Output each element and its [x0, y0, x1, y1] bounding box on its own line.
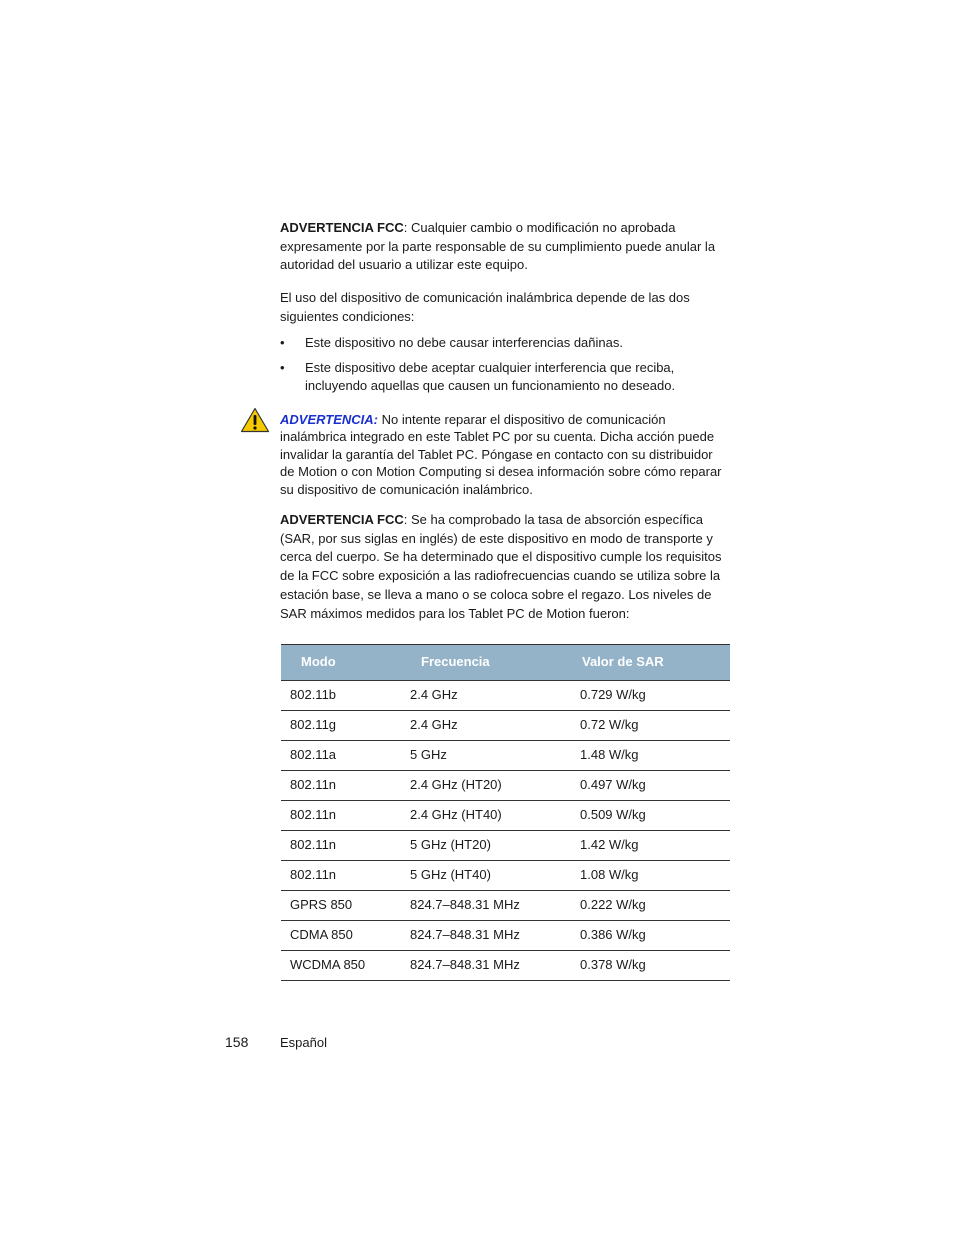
- conditions-list: [280, 334, 730, 402]
- table-row: [281, 711, 730, 741]
- cell-frequency: 2.4 GHz (HT40): [401, 801, 571, 831]
- table-row: [281, 801, 730, 831]
- cell-frequency: 824.7–848.31 MHz: [401, 921, 571, 951]
- header-mode: Modo: [281, 645, 401, 681]
- cell-sar-value: 0.72 W/kg: [571, 711, 730, 741]
- table-row: [281, 951, 730, 981]
- fcc-warning-label: ADVERTENCIA FCC: [280, 220, 404, 235]
- cell-sar-value: 0.729 W/kg: [571, 681, 730, 711]
- cell-sar-value: 0.222 W/kg: [571, 891, 730, 921]
- caution-text: No intente reparar el dispositivo de comunicación inalámbrica integrado en este Tablet PC por su cuenta. Dicha acción puede invalidar la garantía del Tablet PC. Póngase en contacto con su distribuidor de Motion o con Motion Computing si desea información sobre cómo reparar su dispositivo de comunicación inalámbrico.: [280, 412, 722, 497]
- cell-frequency: 5 GHz (HT40): [401, 861, 571, 891]
- cell-sar-value: 0.509 W/kg: [571, 801, 730, 831]
- cell-mode: 802.11n: [281, 771, 401, 801]
- list-item: [280, 359, 730, 396]
- cell-mode: CDMA 850: [281, 921, 401, 951]
- cell-mode: 802.11n: [281, 801, 401, 831]
- list-item-text: Este dispositivo debe aceptar cualquier interferencia que reciba, incluyendo aquellas que causen un funcionamiento no deseado.: [305, 359, 676, 394]
- sar-table: [281, 644, 730, 981]
- list-item: [280, 334, 730, 353]
- table-row: [281, 681, 730, 711]
- cell-sar-value: 0.386 W/kg: [571, 921, 730, 951]
- cell-frequency: 2.4 GHz (HT20): [401, 771, 571, 801]
- warning-triangle-icon: [240, 407, 270, 433]
- header-frequency: Frecuencia: [401, 645, 571, 681]
- cell-mode: 802.11n: [281, 831, 401, 861]
- cell-frequency: 5 GHz: [401, 741, 571, 771]
- cell-sar-value: 0.378 W/kg: [571, 951, 730, 981]
- cell-sar-value: 1.08 W/kg: [571, 861, 730, 891]
- page-language-label: Español: [280, 1035, 327, 1050]
- sar-table-body: [281, 681, 730, 981]
- fcc-warning-label: ADVERTENCIA FCC: [280, 512, 404, 527]
- conditions-intro: El uso del dispositivo de comunicación inalámbrica depende de las dos siguientes condiciones:: [280, 290, 690, 324]
- fcc-warning-paragraph-1: [280, 219, 730, 275]
- bullet-symbol: •: [280, 335, 285, 350]
- bullet-symbol: •: [280, 359, 285, 375]
- cell-sar-value: 0.497 W/kg: [571, 771, 730, 801]
- table-row: [281, 741, 730, 771]
- cell-frequency: 2.4 GHz: [401, 711, 571, 741]
- cell-mode: 802.11b: [281, 681, 401, 711]
- cell-frequency: 824.7–848.31 MHz: [401, 891, 571, 921]
- fcc-warning-text: : Se ha comprobado la tasa de absorción específica (SAR, por sus siglas en inglés) de este dispositivo en modo de transporte y cerca del cuerpo. Se ha determinado que el dispositivo cumple los requisitos de la FCC sobre exposición a las radiofrecuencias cuando se utiliza sobre la estación base, se lleva a mano o se coloca sobre el regazo. Los niveles de SAR máximos medidos para los Tablet PC de Motion fueron:: [280, 512, 722, 621]
- cell-mode: 802.11g: [281, 711, 401, 741]
- fcc-warning-text: : Cualquier cambio o modificación no aprobada expresamente por la parte responsable de su cumplimiento puede anular la autoridad del usuario a utilizar este equipo.: [280, 220, 716, 273]
- cell-mode: 802.11n: [281, 861, 401, 891]
- cell-mode: GPRS 850: [281, 891, 401, 921]
- cell-sar-value: 1.42 W/kg: [571, 831, 730, 861]
- cell-sar-value: 1.48 W/kg: [571, 741, 730, 771]
- header-sar-value: Valor de SAR: [571, 645, 730, 681]
- table-row: [281, 861, 730, 891]
- list-item-text: Este dispositivo no debe causar interferencias dañinas.: [305, 335, 623, 350]
- cell-frequency: 824.7–848.31 MHz: [401, 951, 571, 981]
- table-row: [281, 771, 730, 801]
- cell-frequency: 5 GHz (HT20): [401, 831, 571, 861]
- fcc-warning-paragraph-2: [280, 511, 730, 623]
- table-row: [281, 921, 730, 951]
- table-row: [281, 831, 730, 861]
- cell-frequency: 2.4 GHz: [401, 681, 571, 711]
- caution-paragraph: [280, 411, 730, 498]
- page-number: 158: [225, 1034, 249, 1050]
- caution-label: ADVERTENCIA:: [280, 412, 378, 427]
- table-row: [281, 891, 730, 921]
- table-header-row: [281, 645, 730, 681]
- cell-mode: WCDMA 850: [281, 951, 401, 981]
- cell-mode: 802.11a: [281, 741, 401, 771]
